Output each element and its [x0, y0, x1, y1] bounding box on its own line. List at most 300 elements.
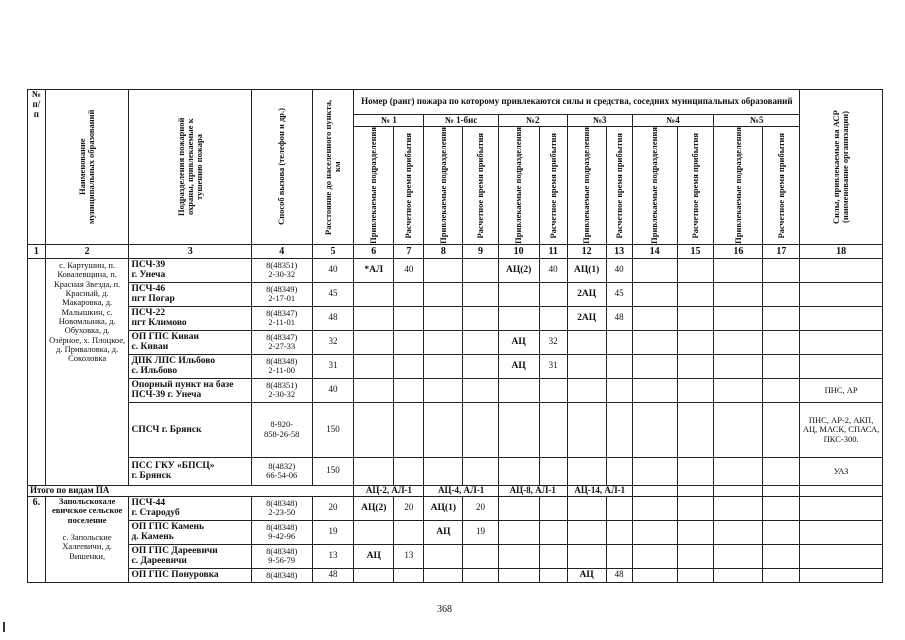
phone-cell: [251, 330, 312, 354]
attached-units-cell: [424, 402, 463, 457]
unit-cell: [129, 354, 251, 378]
arrival-time-cell: [677, 258, 714, 282]
header-call-method: Способ вызова (телефон и др.): [251, 90, 312, 245]
attached-units-cell: [632, 258, 677, 282]
attached-units-cell: [714, 544, 763, 568]
attached-units-cell: [354, 520, 394, 544]
attached-units-cell: [354, 306, 394, 330]
arrival-time-cell: [463, 354, 499, 378]
phone-cell: [251, 568, 312, 582]
arrival-time-cell: [677, 378, 714, 402]
arrival-time-cell: [463, 457, 499, 485]
attached-units-cell: АЦ: [424, 520, 463, 544]
attached-units-cell: [354, 282, 394, 306]
arrival-time-cell: [463, 306, 499, 330]
arrival-time-cell: [763, 258, 800, 282]
arrival-time-cell: [763, 457, 800, 485]
asr-forces-cell: [800, 282, 883, 306]
unit-location: с. Киваи: [131, 342, 169, 353]
arrival-time-cell: [763, 354, 800, 378]
arrival-time-cell: [539, 457, 567, 485]
phone-number: 9-42-96: [268, 531, 296, 542]
distance-cell: 150: [312, 457, 354, 485]
asr-forces-cell: ПНС, АР-2, АКП, АЦ, МАСК, СПАСА, ПКС-300.: [800, 402, 883, 457]
arrival-time-cell: [394, 520, 424, 544]
attached-units-cell: АЦ: [498, 354, 539, 378]
arrival-time-cell: 40: [539, 258, 567, 282]
unit-location: пгт Погар: [131, 294, 175, 305]
unit-name: Опорный пункт на базе: [131, 379, 234, 390]
attached-units-cell: [498, 306, 539, 330]
rank-4: №4: [632, 115, 714, 127]
phone-cell: [251, 457, 312, 485]
attached-units-cell: АЦ(2): [498, 258, 539, 282]
arrival-time-cell: [763, 306, 800, 330]
unit-cell: [129, 520, 251, 544]
arrival-time-cell: [394, 378, 424, 402]
phone-number: 2-27-33: [268, 341, 296, 352]
attached-units-cell: [424, 378, 463, 402]
attached-units-cell: АЦ(2): [354, 496, 394, 520]
attached-units-cell: [714, 402, 763, 457]
unit-cell: [129, 330, 251, 354]
col-num: 5: [312, 244, 354, 258]
phone-number: 2-11-01: [268, 317, 296, 328]
table-row: [28, 496, 883, 520]
arrival-time-cell: [606, 402, 632, 457]
arrival-time-cell: [677, 354, 714, 378]
arrival-time-cell: [677, 330, 714, 354]
sub-units: Привлекаемые подразделения: [498, 127, 539, 245]
attached-units-cell: 2АЦ: [567, 306, 606, 330]
arrival-time-cell: 13: [394, 544, 424, 568]
attached-units-cell: [632, 568, 677, 582]
unit-name: СПСЧ г. Брянск: [131, 424, 202, 435]
rank-1bis: № 1-бис: [424, 115, 498, 127]
attached-units-cell: [498, 282, 539, 306]
arrival-time-cell: [677, 568, 714, 582]
attached-units-cell: [632, 402, 677, 457]
arrival-time-cell: [539, 378, 567, 402]
arrival-time-cell: 20: [394, 496, 424, 520]
phone-number: 2-17-01: [268, 293, 296, 304]
unit-location: г. Брянск: [131, 471, 172, 482]
col-num: 16: [714, 244, 763, 258]
unit-name: ОП ГПС Понуровка: [131, 570, 219, 581]
phone-code: 8(48348): [266, 355, 298, 366]
phone-cell: [251, 282, 312, 306]
attached-units-cell: [567, 330, 606, 354]
settlements-list: с. Картушин, п. Ковалевщина, п. Красная Звезда, п. Красный, д. Макаровка, д. Малышкин, с. Новомлынка, д. Обуховка, д. Озёрное, х. Плоцкое, д. Приваловка, д. Соколовка: [45, 258, 129, 485]
col-num: 10: [498, 244, 539, 258]
unit-cell: [129, 544, 251, 568]
unit-cell: [129, 282, 251, 306]
unit-location: г. Унеча: [131, 270, 166, 281]
unit-location: ПСЧ-39 г. Унеча: [131, 390, 202, 401]
attached-units-cell: АЦ: [354, 544, 394, 568]
col-num: 17: [763, 244, 800, 258]
phone-cell: [251, 378, 312, 402]
attached-units-cell: [714, 457, 763, 485]
arrival-time-cell: [677, 544, 714, 568]
unit-cell: [129, 568, 251, 582]
arrival-time-cell: 40: [606, 258, 632, 282]
unit-location: с. Ильбово: [131, 366, 178, 377]
table-row: [28, 306, 883, 330]
attached-units-cell: [424, 282, 463, 306]
col-num: 7: [394, 244, 424, 258]
arrival-time-cell: [677, 402, 714, 457]
attached-units-cell: [567, 354, 606, 378]
attached-units-cell: [632, 496, 677, 520]
distance-cell: 19: [312, 520, 354, 544]
attached-units-cell: [498, 457, 539, 485]
phone-number: 2-30-32: [268, 389, 296, 400]
column-numbers-row: [28, 244, 883, 258]
table-row: [28, 282, 883, 306]
municipality-cell: [45, 496, 129, 582]
col-num: 12: [567, 244, 606, 258]
attached-units-cell: [632, 378, 677, 402]
arrival-time-cell: [463, 402, 499, 457]
table-row: [28, 354, 883, 378]
phone-number: 9-56-79: [268, 555, 296, 566]
col-num: 13: [606, 244, 632, 258]
attached-units-cell: [498, 568, 539, 582]
attached-units-cell: АЦ: [498, 330, 539, 354]
header-no: № п/п: [28, 90, 46, 245]
attached-units-cell: [714, 378, 763, 402]
attached-units-cell: [714, 330, 763, 354]
distance-cell: 40: [312, 258, 354, 282]
arrival-time-cell: [463, 544, 499, 568]
arrival-time-cell: [394, 354, 424, 378]
attached-units-cell: [498, 496, 539, 520]
attached-units-cell: [714, 354, 763, 378]
total-rank-2: АЦ-8, АЛ-1: [498, 485, 567, 496]
unit-cell: [129, 457, 251, 485]
unit-name: ПСЧ-39: [131, 259, 166, 270]
arrival-time-cell: [606, 457, 632, 485]
asr-forces-cell: [800, 330, 883, 354]
phone-cell: [251, 354, 312, 378]
arrival-time-cell: 45: [606, 282, 632, 306]
phone-number: 2-30-32: [268, 269, 296, 280]
phone-code: 8(48351): [266, 379, 298, 390]
phone-code: 8(48347): [266, 307, 298, 318]
row-number-empty: [28, 258, 46, 485]
distance-cell: 48: [312, 306, 354, 330]
arrival-time-cell: 40: [394, 258, 424, 282]
col-num: 6: [354, 244, 394, 258]
attached-units-cell: [424, 457, 463, 485]
arrival-time-cell: [677, 496, 714, 520]
phone-cell: [251, 306, 312, 330]
table-row: [28, 378, 883, 402]
arrival-time-cell: [677, 520, 714, 544]
attached-units-cell: [714, 282, 763, 306]
total-rank-1: АЦ-2, АЛ-1: [354, 485, 424, 496]
phone-cell: [251, 402, 312, 457]
rank-3: №3: [567, 115, 632, 127]
arrival-time-cell: 48: [606, 568, 632, 582]
attached-units-cell: [354, 568, 394, 582]
phone-cell: [251, 496, 312, 520]
asr-forces-cell: [800, 520, 883, 544]
attached-units-cell: [498, 402, 539, 457]
attached-units-cell: [567, 378, 606, 402]
phone-code: 8(48348): [266, 521, 298, 532]
attached-units-cell: [714, 568, 763, 582]
header-units: Подразделения пожарной охраны, привлекаемые к тушению пожара: [129, 90, 251, 245]
unit-name: ОП ГПС Камень: [131, 521, 205, 532]
unit-location: с. Дареевичи: [131, 556, 187, 567]
arrival-time-cell: [394, 330, 424, 354]
unit-name: ОП ГПС Дареевичи: [131, 545, 218, 556]
arrival-time-cell: [463, 378, 499, 402]
phone-number: 66-54-06: [266, 470, 298, 481]
attached-units-cell: [354, 378, 394, 402]
header-rank-group: Номер (ранг) пожара по которому привлекаются силы и средства, соседних муниципальных образований: [354, 90, 800, 115]
arrival-time-cell: [463, 258, 499, 282]
unit-cell: [129, 258, 251, 282]
asr-forces-cell: [800, 354, 883, 378]
col-num: 9: [463, 244, 499, 258]
unit-name: ПСЧ-46: [131, 283, 166, 294]
unit-name: ПСС ГКУ «БПСЦ»: [131, 460, 215, 471]
attached-units-cell: [632, 306, 677, 330]
attached-units-cell: [424, 330, 463, 354]
col-num: 11: [539, 244, 567, 258]
attached-units-cell: 2АЦ: [567, 282, 606, 306]
header-asr: Силы, привлекаемые на АСР (наименование организации): [800, 90, 883, 245]
arrival-time-cell: 31: [539, 354, 567, 378]
arrival-time-cell: [606, 544, 632, 568]
unit-cell: [129, 378, 251, 402]
distance-cell: 40: [312, 378, 354, 402]
attached-units-cell: [567, 544, 606, 568]
sub-time: Расчетное время прибытия: [394, 127, 424, 245]
rank-2: №2: [498, 115, 567, 127]
table-row: [28, 457, 883, 485]
attached-units-cell: [632, 457, 677, 485]
settlements-list: с. Запольские Халеевичи, д. Вишенки,: [62, 531, 113, 561]
phone-number: 2-11-00: [268, 365, 296, 376]
attached-units-cell: АЦ: [567, 568, 606, 582]
attached-units-cell: [424, 568, 463, 582]
attached-units-cell: [498, 544, 539, 568]
asr-forces-cell: [800, 544, 883, 568]
total-rank-3: АЦ-14, АЛ-1: [567, 485, 632, 496]
attached-units-cell: [632, 354, 677, 378]
asr-forces-cell: [800, 496, 883, 520]
arrival-time-cell: [677, 282, 714, 306]
col-num: 3: [129, 244, 251, 258]
attached-units-cell: [632, 330, 677, 354]
unit-location: д. Камень: [131, 532, 174, 543]
unit-cell: [129, 402, 251, 457]
asr-forces-cell: [800, 568, 883, 582]
attached-units-cell: [632, 520, 677, 544]
attached-units-cell: [498, 520, 539, 544]
sub-time: Расчетное время прибытия: [463, 127, 499, 245]
arrival-time-cell: [606, 378, 632, 402]
arrival-time-cell: [539, 306, 567, 330]
attached-units-cell: [424, 544, 463, 568]
sub-units: Привлекаемые подразделения: [354, 127, 394, 245]
attached-units-cell: [714, 306, 763, 330]
arrival-time-cell: [606, 496, 632, 520]
arrival-time-cell: [394, 282, 424, 306]
attached-units-cell: [714, 258, 763, 282]
distance-cell: 13: [312, 544, 354, 568]
asr-forces-cell: [800, 258, 883, 282]
unit-name: ПСЧ-44: [131, 497, 166, 508]
rank-5: №5: [714, 115, 800, 127]
phone-code: 8(4832): [268, 460, 296, 471]
distance-cell: 31: [312, 354, 354, 378]
phone-code: 8(48348): [266, 497, 298, 508]
col-num: 4: [251, 244, 312, 258]
asr-forces-cell: ПНС, АР: [800, 378, 883, 402]
arrival-time-cell: [394, 457, 424, 485]
distance-cell: 150: [312, 402, 354, 457]
distance-cell: 45: [312, 282, 354, 306]
arrival-time-cell: [463, 330, 499, 354]
arrival-time-cell: [539, 496, 567, 520]
arrival-time-cell: 20: [463, 496, 499, 520]
unit-cell: [129, 306, 251, 330]
arrival-time-cell: [539, 568, 567, 582]
arrival-time-cell: [606, 520, 632, 544]
arrival-time-cell: [463, 282, 499, 306]
forces-table: [27, 89, 883, 583]
attached-units-cell: [567, 402, 606, 457]
table-row: [28, 544, 883, 568]
unit-name: ПСЧ-22: [131, 307, 166, 318]
arrival-time-cell: [763, 568, 800, 582]
arrival-time-cell: [539, 544, 567, 568]
phone-cell: [251, 520, 312, 544]
col-num: 14: [632, 244, 677, 258]
phone-code: 8(48347): [266, 331, 298, 342]
distance-cell: 32: [312, 330, 354, 354]
distance-cell: 48: [312, 568, 354, 582]
row-number: 6.: [28, 496, 46, 582]
sub-units: Привлекаемые подразделения: [632, 127, 677, 245]
arrival-time-cell: [463, 568, 499, 582]
attached-units-cell: [567, 457, 606, 485]
header-municipality: Наименование муниципальных образований: [45, 90, 129, 245]
arrival-time-cell: [394, 306, 424, 330]
attached-units-cell: [354, 354, 394, 378]
phone-code: 8(48351): [266, 259, 298, 270]
sub-units: Привлекаемые подразделения: [567, 127, 606, 245]
col-num: 1: [28, 244, 46, 258]
arrival-time-cell: [394, 568, 424, 582]
unit-name: ОП ГПС Киваи: [131, 331, 200, 342]
distance-cell: 20: [312, 496, 354, 520]
phone-code: 8(48348): [266, 545, 298, 556]
table-row: [28, 258, 883, 282]
table-row: [28, 330, 883, 354]
sub-units: Привлекаемые подразделения: [714, 127, 763, 245]
col-num: 8: [424, 244, 463, 258]
arrival-time-cell: [763, 378, 800, 402]
sub-units: Привлекаемые подразделения: [424, 127, 463, 245]
arrival-time-cell: [539, 520, 567, 544]
sub-time: Расчетное время прибытия: [539, 127, 567, 245]
arrival-time-cell: [763, 496, 800, 520]
page-number: 368: [437, 604, 452, 615]
col-num: 18: [800, 244, 883, 258]
attached-units-cell: [354, 402, 394, 457]
total-row: [28, 485, 883, 496]
unit-location: пгт Климово: [131, 318, 187, 329]
sub-time: Расчетное время прибытия: [677, 127, 714, 245]
arrival-time-cell: [763, 402, 800, 457]
table-row: [28, 568, 883, 582]
table-row: [28, 520, 883, 544]
phone-code: 8(48348): [266, 569, 298, 580]
phone-code: 8-920-: [270, 419, 294, 430]
phone-code: 8(48349): [266, 283, 298, 294]
table-row: [28, 402, 883, 457]
arrival-time-cell: [763, 282, 800, 306]
header-distance: Расстояние до населенного пункта, км: [312, 90, 354, 245]
phone-cell: [251, 258, 312, 282]
attached-units-cell: [567, 496, 606, 520]
arrival-time-cell: 19: [463, 520, 499, 544]
attached-units-cell: АЦ(1): [567, 258, 606, 282]
total-label: Итого по видам ПА: [28, 485, 354, 496]
attached-units-cell: [632, 544, 677, 568]
phone-cell: [251, 544, 312, 568]
asr-forces-cell: [800, 306, 883, 330]
arrival-time-cell: [539, 402, 567, 457]
municipality-name: Запольскохале евичское сельское поселение: [52, 496, 123, 525]
unit-name: ДПК ЛПС Ильбово: [131, 355, 216, 366]
attached-units-cell: [567, 520, 606, 544]
attached-units-cell: [714, 520, 763, 544]
attached-units-cell: [424, 258, 463, 282]
attached-units-cell: *АЛ: [354, 258, 394, 282]
attached-units-cell: [498, 378, 539, 402]
arrival-time-cell: [394, 402, 424, 457]
sub-time: Расчетное время прибытия: [763, 127, 800, 245]
phone-number: 858-26-58: [264, 428, 300, 439]
attached-units-cell: [632, 282, 677, 306]
unit-location: г. Стародуб: [131, 508, 180, 519]
col-num: 2: [45, 244, 129, 258]
unit-cell: [129, 496, 251, 520]
arrival-time-cell: [677, 306, 714, 330]
arrival-time-cell: 48: [606, 306, 632, 330]
arrival-time-cell: 32: [539, 330, 567, 354]
arrival-time-cell: [763, 330, 800, 354]
arrival-time-cell: [606, 354, 632, 378]
attached-units-cell: [424, 306, 463, 330]
attached-units-cell: [354, 457, 394, 485]
rank-1: № 1: [354, 115, 424, 127]
total-rank-1bis: АЦ-4, АЛ-1: [424, 485, 498, 496]
attached-units-cell: [424, 354, 463, 378]
scan-edge-mark: [3, 622, 5, 632]
arrival-time-cell: [606, 330, 632, 354]
arrival-time-cell: [763, 544, 800, 568]
attached-units-cell: [354, 330, 394, 354]
arrival-time-cell: [677, 457, 714, 485]
